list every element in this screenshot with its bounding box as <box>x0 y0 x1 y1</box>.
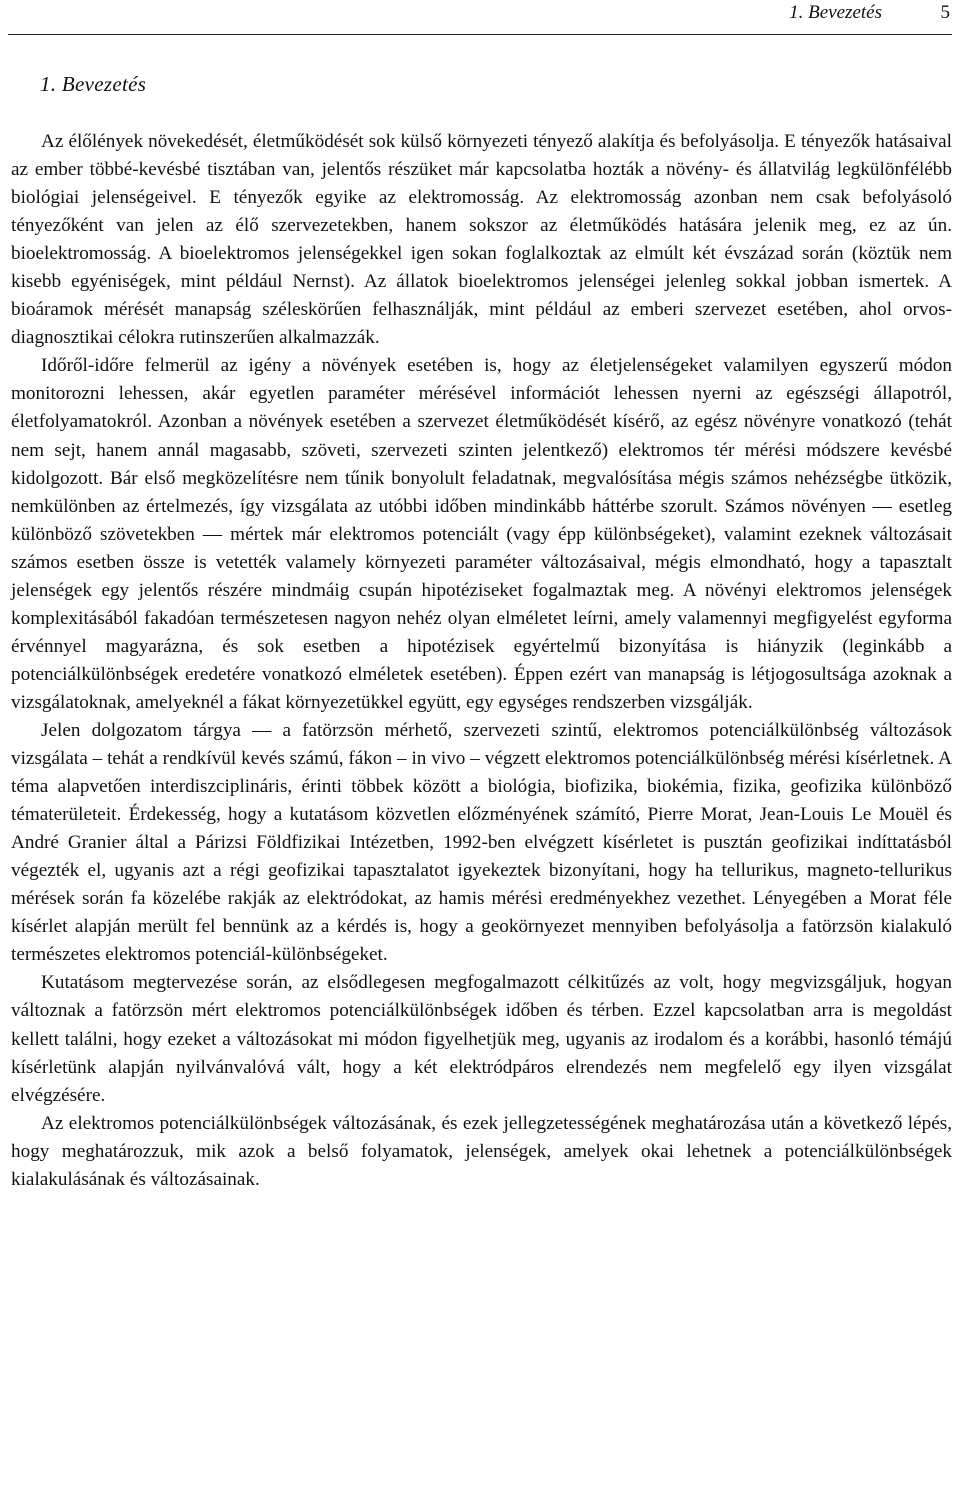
paragraph-4: Kutatásom megtervezése során, az elsődlegesen megfogalmazott célkitűzés az volt, hogy megvizsgáljuk, hogyan változnak a fatörzsön mért elektromos potenciálkülönbségek időben és térben. Ezzel kapcsolatban arra is megoldást kellett találni, hogy ezeket a változásokat mi módon figyelhetjük meg, ugyanis az irodalom és a korábbi, hasonló témájú kísérletünk alapján nyilvánvalóvá vált, hogy a két elektródpáros elrendezés nem megfelelő egy ilyen vizsgálat elvégzésére. <box>11 972 952 1106</box>
body-text <box>11 128 952 1194</box>
paragraph-3: Jelen dolgozatom tárgya — a fatörzsön mérhető, szervezeti szintű, elektromos potenciálkülönbség változások vizsgálata – tehát a rendkívül kevés számú, fákon – in vivo – végzett elektromos potenciálkülönbség mérési kísérletnek. A téma alapvetően interdiszciplináris, érinti többek között a biológia, biofizika, biokémia, fizika, geofizika különböző tématerületeit. Érdekesség, hogy a kutatásom közvetlen előzményének számító, Pierre Morat, Jean-Louis Le Mouël és André Granier által a Párizsi Földfizikai Intézetben, 1992-ben elvégzett kísérletet is pusztán geofizikai indíttatásból végezték el, ugyanis azt a régi geofizikai tapasztalatot igyekeztek bizonyítani, hogy ha tellurikus, magneto-tellurikus mérések során fa közelébe rakják az elektródokat, az hamis mérési eredményekhez vezethet. Lényegében a Morat féle kísérlet alapján merült fel bennünk az a kérdés is, hogy a geokörnyezet mennyiben befolyásolja a fatörzsön kialakuló természetes elektromos potenciál-különbségeket. <box>11 719 952 966</box>
page-number: 5 <box>940 2 950 23</box>
running-header-section: 1. Bevezetés <box>789 2 882 23</box>
paragraph-2: Időről-időre felmerül az igény a növények esetében is, hogy az életjelenségeket valamilyen egyszerű módon monitorozni lehessen, akár egyetlen paraméter mérésével információt lehessen nyerni az egészségi állapotról, életfolyamatokról. Azonban a növények esetében a szervezet életműködését kísérő, az egész növényre vonatkozó (tehát nem sejt, hanem annál magasabb, szöveti, szervezeti szinten jelentkező) elektromos tér mérési módszere kevésbé kidolgozott. Bár első megközelítésre nem tűnik bonyolult feladatnak, megvalósítása mégis számos nehézségbe ütközik, nemkülönben az értelmezés, így vizsgálata az utóbbi időben mindinkább háttérbe szorult. Számos növényen — esetleg különböző szövetekben — mértek már elektromos potenciált (vagy épp különbségeket), valamint ezeknek változásait számos esetben össze is vetették valamely környezeti paraméter változásaival, mégis elmondható, hogy a tapasztalt jelenségek egy jelentős részére mindmáig csupán hipotéziseket fogalmaztak meg. A növényi elektromos jelenségek komplexitásából fakadóan természetesen nagyon nehéz olyan elméletet leírni, amely valamennyi megfigyelést egyforma érvénnyel magyarázna, és sok esetben a hipotézisek egyértelmű bizonyítása is hiányzik (leginkább a potenciálkülönbségek eredetére vonatkozó elméletek esetében). Éppen ezért van manapság is létjogosultsága azoknak a vizsgálatoknak, amelyeknél a fákat környezetükkel együtt, egy egységes rendszerben vizsgálják. <box>11 355 952 713</box>
running-header <box>8 0 952 35</box>
paragraph-5: Az elektromos potenciálkülönbségek változásának, és ezek jellegzetességének meghatározása után a következő lépés, hogy meghatározzuk, mik azok a belső folyamatok, jelenségek, amelyek okai lehetnek a potenciálkülönbségek kialakulásának és változásainak. <box>11 1112 952 1190</box>
paragraph-1: Az élőlények növekedését, életműködését sok külső környezeti tényező alakítja és befolyásolja. E tényezők hatásaival az ember többé-kevésbé tisztában van, jelentős részüket már kapcsolatba hozták a növény- és állatvilág legkülönfélébb biológiai jelenségeivel. E tényezők egyike az elektromosság. Az elektromosság azonban nem csak befolyásoló tényezőként van jelen az élő szervezetekben, hanem sokszor az életműködés hatására jelenik meg, ez az ún. bioelektromosság. A bioelektromos jelenségekkel igen sokan foglalkoztak az elmúlt két évszázad során (köztük nem kisebb egyéniségek, mint például Nernst). Az állatok bioelektromos jelenségei jelenleg sokkal jobban ismertek. A bioáramok mérését manapság széleskörűen felhasználják, mint például az emberi szervezet esetében, ahol orvos-diagnosztikai célokra rutinszerűen alkalmazzák. <box>11 131 952 349</box>
chapter-title: 1. Bevezetés <box>40 72 147 96</box>
